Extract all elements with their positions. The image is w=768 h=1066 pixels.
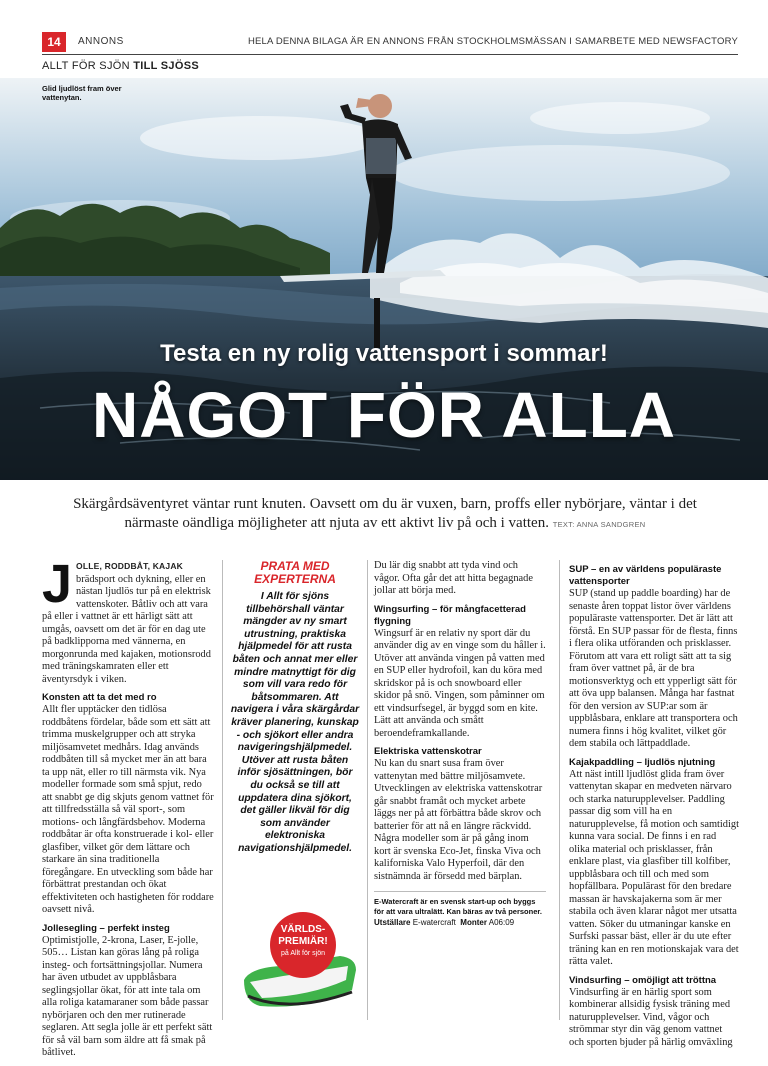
paragraph: Nu kan du snart susa fram över vattenytan med bättre miljösamvete. Utvecklingen av elektriska vattenskotrar går snabbt framåt och mycket arbete läggs ner på att förbättra både skrov och batterier för att nå en längre räckvidd. Några modeller som är på gång inom kort är svenska Eco-Jet, finska Viva och kaliforniska Valo Hyperfoil, där den sistnämnda är försedd med bärplan.: [374, 758, 543, 882]
paragraph: Wingsurf är en relativ ny sport där du använder dig av en vinge som du håller i. Utöver att använda vingen på vatten med en SUP eller hydrofoil, kan du köra med skridskor på is och snowboard eller skidor på snö. Vingen, som påminner om ett vindsurfsegel, är byggd som en kite. Lätt att använda och smått beroendeframkallande.: [374, 627, 546, 739]
paragraph: SUP (stand up paddle boarding) har de senaste åren toppat listor över världens populäraste vattensporter. Det är lätt att förstå. En SUP passar för de flesta, finns i flera olika utföranden och prisklasser. Förutom att vara ett roligt sätt att ta sig fram över vattnet på, är de bra motionsverktyg och ett ypperligt sätt för att öva upp balansen. Många har fastnat för den version av SUP:ar som är uppblåsbara, enklare att transportera och numera finns i hög kvalitet, vilket gör dem stabila och lättpaddlade.: [569, 588, 738, 749]
page-header: [42, 32, 738, 52]
lead-text: brädsport och dykning, eller en nästan ljudlös tur på en elektrisk vattenskoter. Båtliv och att vara på eller i vattnet är ett härligt sätt att umgås, oavsett om det är för en dag ute på badklipporna med vännerna, en morgonrunda med kajaken, motionsrodd med träningskamraten eller ett äventyrsdyk i viken.: [42, 573, 211, 685]
header-rule: [42, 54, 738, 55]
subheading: Kajakpaddling – ljudlös njutning: [569, 756, 716, 768]
badge-title: VÄRLDS-PREMIÄR!: [278, 924, 328, 947]
byline: TEXT: ANNA SANDGREN: [552, 520, 646, 529]
lead-paragraph: [42, 554, 214, 686]
supplement-notice: HELA DENNA BILAGA ÄR EN ANNONS FRÅN STOCKHOLMSMÄSSAN I SAMARBETE MED NEWSFACTORY: [247, 36, 738, 47]
premiere-badge: [270, 912, 336, 978]
hero-caption: Glid ljudlöst fram över vattenytan.: [42, 84, 122, 102]
hero-headline: NÅGOT FÖR ALLA: [92, 379, 676, 451]
column-2-sidebar: [230, 560, 360, 855]
exhibitor-name: E-watercraft: [412, 918, 456, 927]
column-divider: [367, 560, 368, 1020]
subheading: Konsten att ta det med ro: [42, 692, 157, 703]
subheading: SUP – en av världens populäraste vattensporter: [569, 564, 722, 587]
paragraph: Allt fler upptäcker den tidlösa roddbåtens fördelar, både som ett sätt att trimma muskelgrupper och att stryka miljösamvetet medhårs. Idag används roddbåten till så mycket mer än att bara ta upp nät, eller ro till närmsta vik. Nya modeller formade som små spjut, redo att snabbt ge dig skjuts genom vattnet för att tillfredsställa så väl sport-, som motions- och långfärdsbehov. Moderna roddbåtar är ofta konstruerade i kol- eller glasfiber, vilket gör dem lättare och starkare än sina traditionella föregångare. En utveckling som både har förbättrat prestandan och ökat effektiviteten och hastigheten för roddare oavsett nivå.: [42, 704, 214, 915]
section-label: [42, 60, 199, 72]
paragraph: Optimistjolle, 2-krona, Laser, E-jolle, 505… Listan kan göras lång på roliga insteg- och fortsättningsjollar. Numera har även utbudet av uppblåsbara seglingsjollar ökat, för att inte tala om alla roliga katamaraner som både passar nybörjaren och den mer rutinerade seglaren. Att segla jolle är ett perfekt sätt för så väl barn som äldre att få smak på båtlivet.: [42, 934, 213, 1058]
annons-label: ANNONS: [78, 36, 124, 47]
ingress: [70, 495, 700, 534]
hero-subhead: Testa en ny rolig vattensport i sommar!: [160, 340, 608, 367]
sidebar-body: I Allt för sjöns tillbehörshall väntar mängder av ny smart utrustning, praktiska hjälpmedel för att rusta båten och annat mer eller mindre matnyttigt för dig som vill vara redo för båtsommaren. Att navigera i våra skärgårdar kräver planering, kunskap - och sjökort eller andra navigeringshjälpmedel. Utöver att rusta båten inför sjösättningen, bör du också se till att uppdatera dina sjökort, det gäller likväl för dig som använder elektroniska navigationshjälpmedel.: [230, 591, 360, 854]
paragraph: Du lär dig snabbt att tyda vind och vågor. Ofta går det att hitta begagnade jollar att börja med.: [374, 560, 533, 596]
column-divider: [222, 560, 223, 1020]
exhibitor-meta: [374, 918, 546, 928]
sidebar-title: PRATA MED EXPERTERNA: [254, 559, 336, 586]
column-divider: [559, 560, 560, 1020]
section-name: TILL SJÖSS: [133, 60, 199, 72]
lead-caps: OLLE, RODDBÅT, KAJAK: [76, 561, 183, 571]
subheading: Vindsurfing – omöjligt att tröttna: [569, 974, 717, 986]
booth-label: Monter: [460, 918, 487, 927]
paragraph: Att näst intill ljudlöst glida fram över vattenytan skapar en medveten närvaro och starka naturupplevelser. Paddling passar dig som vill ha en naturupplevelse, få motion och samtidigt kunna vara social. De finns i en rad olika material och prisklasser, från enklare plast, via glasfiber till kolfiber, uppblåsbara och till och med som hopfällbara. Populärast för den bredare massan är havskajakerna som är mer stabila och även klarar något mer utsatta vatten. Söker du utmaningar kanske en Surfski passar bäst, eller är du ute efter träning kan en ren motionskajak vara det rätta valet.: [569, 768, 739, 967]
exhibitor-label: Utställare: [374, 918, 411, 927]
paragraph: Vindsurfing är en härlig sport som kombinerar allsidig fysisk träning med naturupplevelser. Vind, vågor och strömmar styr din väg genom vattnet och sporten bjuder på härlig omväxling: [569, 986, 733, 1048]
exhibitor-box: [374, 891, 546, 928]
exhibitor-text: E-Watercraft är en svensk start-up och byggs för att vara ultralätt. Kan bäras av två personer.: [374, 897, 542, 916]
column-1: [42, 554, 214, 1066]
page-number: 14: [42, 32, 66, 52]
column-4: [569, 560, 739, 1055]
subheading: Elektriska vattenskotrar: [374, 746, 482, 757]
section-prefix: ALLT FÖR SJÖN: [42, 60, 130, 72]
booth-number: A06:09: [488, 918, 515, 927]
subheading: Wingsurfing – för mångfacetterad flygning: [374, 603, 526, 627]
column-3: [374, 560, 546, 928]
badge-subtitle: på Allt för sjön: [281, 950, 325, 957]
dropcap: J: [42, 554, 73, 614]
subheading: Jollesegling – perfekt insteg: [42, 922, 170, 934]
ingress-text: Skärgårdsäventyret väntar runt knuten. Oavsett om du är vuxen, barn, proffs eller nybörjare, väntar i det närmaste oändliga möjligheter att njuta av ett aktivt liv på och i vatten.: [73, 496, 697, 531]
